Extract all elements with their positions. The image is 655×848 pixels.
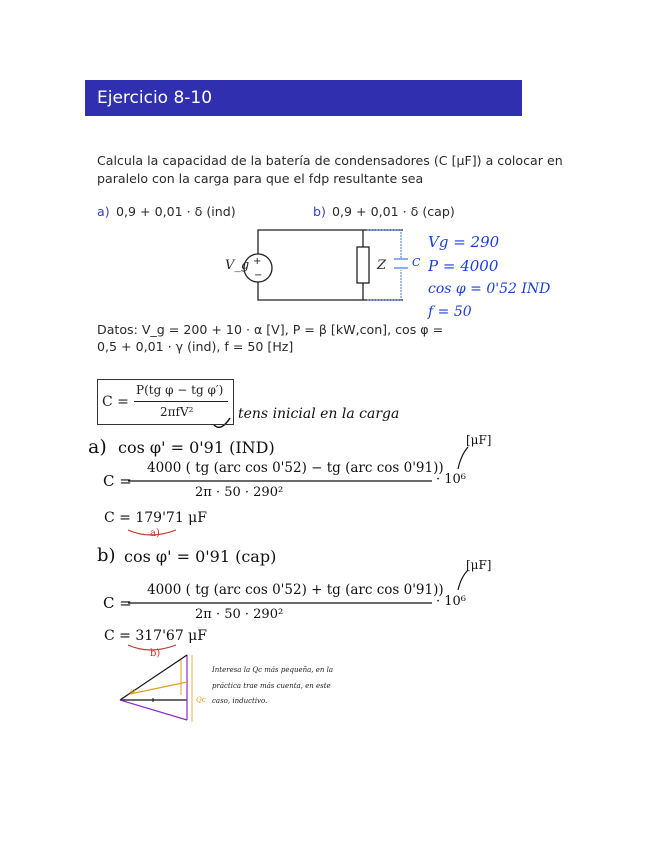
part-a-cos: cos φ' = 0'91 (IND) <box>118 438 275 457</box>
statement-line-2: paralelo con la carga para que el fdp resultante sea <box>97 171 424 186</box>
part-a-result-tag: a) <box>150 528 160 539</box>
load-impedance-symbol <box>357 247 369 283</box>
datos-line-2: 0,5 + 0,01 · γ (ind), f = 50 [Hz] <box>97 339 294 354</box>
part-a-unit: [μF] <box>466 433 492 447</box>
formula-box <box>97 379 234 425</box>
option-a-text: 0,9 + 0,01 · δ (ind) <box>116 204 236 219</box>
page-title: Ejercicio 8-10 <box>97 88 213 108</box>
option-b-text: 0,9 + 0,01 · δ (cap) <box>332 204 455 219</box>
option-a-label: a) <box>97 204 110 219</box>
sketch-note-3: caso, inductivo. <box>212 697 268 705</box>
given-cos: cos φ = 0'52 IND <box>428 281 551 297</box>
sketch-note-2: práctica trae más cuenta, en este <box>212 682 331 690</box>
option-b-label: b) <box>313 204 326 219</box>
load-label: Z <box>377 258 387 273</box>
datos-line-1: Datos: V_g = 200 + 10 · α [V], P = β [kW,con], cos φ = <box>97 322 444 337</box>
part-a-numerator: 4000 ( tg (arc cos 0'52) − tg (arc cos 0'91)) <box>147 460 444 476</box>
formula-fraction-line <box>134 401 228 402</box>
part-b-numerator: 4000 ( tg (arc cos 0'52) + tg (arc cos 0'91)) <box>147 582 444 598</box>
part-b-factor: · 10⁶ <box>436 594 467 609</box>
svg-text:−: − <box>254 270 263 281</box>
part-b-c-lhs: C = <box>103 594 132 612</box>
part-a-result: C = 179'71 μF <box>104 510 207 526</box>
part-b-result: C = 317'67 μF <box>104 628 207 644</box>
formula-note: tens inicial en la carga <box>238 406 400 422</box>
source-label: V_g <box>225 258 250 273</box>
capacitor-label: C <box>412 256 421 269</box>
given-f: f = 50 <box>428 304 472 320</box>
given-vg: Vg = 290 <box>428 233 500 251</box>
given-p: P = 4000 <box>428 257 499 275</box>
part-a-c-lhs: C = <box>103 472 132 490</box>
statement-line-1: Calcula la capacidad de la batería de condensadores (C [μF]) a colocar en <box>97 153 563 168</box>
formula-numerator: P(tg φ − tg φ′) <box>136 383 224 397</box>
part-b-cos: cos φ' = 0'91 (cap) <box>124 547 277 566</box>
sketch-q-label: Qc <box>196 696 206 704</box>
part-b-unit: [μF] <box>466 558 492 572</box>
svg-text:+: + <box>253 256 262 267</box>
part-a-label: a) <box>88 436 107 458</box>
part-a-denominator: 2π · 50 · 290² <box>195 485 284 500</box>
part-a-factor: · 10⁶ <box>436 472 467 487</box>
formula-denominator: 2πfV² <box>160 405 194 419</box>
sketch-phi-label: φ <box>130 687 135 695</box>
part-b-label: b) <box>97 545 116 566</box>
part-b-result-tag: b) <box>150 648 161 659</box>
formula-lhs: C = <box>102 394 129 410</box>
part-b-denominator: 2π · 50 · 290² <box>195 607 284 622</box>
sketch-note-1: Interesa la Qc más pequeña, en la <box>212 666 334 674</box>
